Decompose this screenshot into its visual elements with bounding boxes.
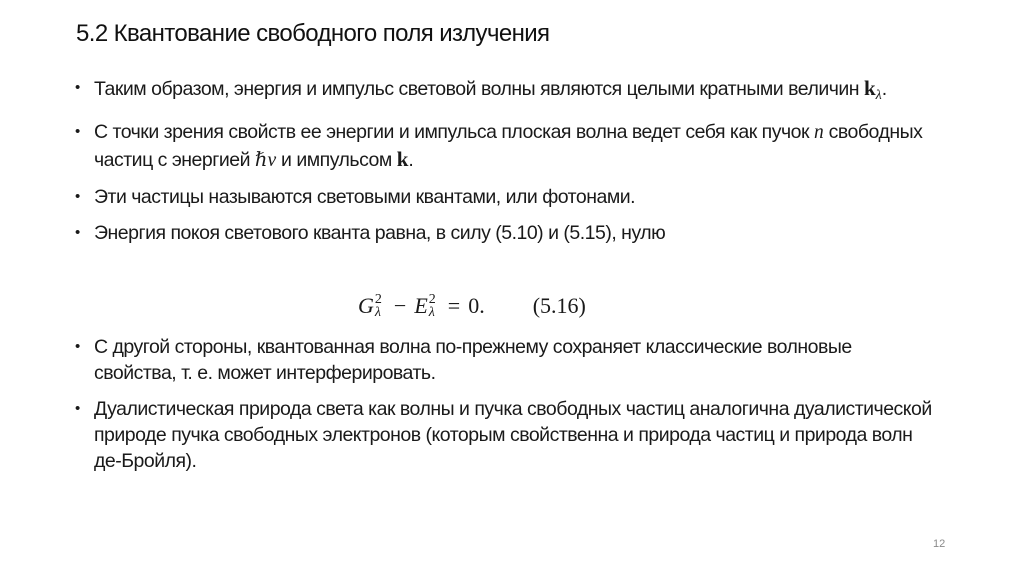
math-n: n	[813, 122, 824, 143]
bullet-item	[74, 184, 934, 210]
bullet-item	[74, 75, 934, 109]
equation-minus: −	[393, 293, 407, 318]
superscript: 2	[428, 291, 436, 307]
bullet-text-end: .	[408, 149, 414, 171]
bullet-icon: •	[75, 224, 80, 241]
bullet-list-bottom	[74, 334, 934, 484]
equation-var-g: G	[358, 293, 374, 318]
equation-var-e: E	[414, 293, 428, 318]
math-h-bar-nu: ℏν	[254, 150, 277, 171]
bullet-text: Таким образом, энергия и импульс световой волны являются целыми кратными величин	[94, 78, 864, 100]
math-subscript-lambda: λ	[875, 88, 882, 103]
bullet-icon: •	[75, 79, 80, 96]
bullet-text: свободных частиц с энергией	[94, 121, 923, 171]
math-k-vector: k	[863, 76, 876, 100]
equation-equals: =	[447, 293, 461, 318]
bullet-text: Энергия покоя светового кванта равна, в силу (5.10) и (5.15), нулю	[94, 222, 666, 244]
bullet-text: Дуалистическая природа света как волны и пучка свободных частиц аналогична дуалистической природе пучка свободных электронов (которым свойственна и природа частиц и природа волн де-Бройля).	[94, 398, 932, 472]
subscript: λ	[374, 304, 381, 320]
bullet-icon: •	[75, 400, 80, 417]
superscript: 2	[374, 291, 382, 307]
subscript: λ	[428, 304, 435, 320]
bullet-item	[74, 396, 934, 474]
bullet-text: Эти частицы называются световыми квантами, или фотонами.	[94, 186, 636, 208]
equation-rhs: 0.	[468, 293, 485, 318]
bullet-icon: •	[75, 123, 80, 140]
equation-5-16	[358, 293, 586, 321]
bullet-text-end: .	[881, 78, 887, 100]
bullet-text: С другой стороны, квантованная волна по-прежнему сохраняет классические волновые свойства, т. е. может интерферировать.	[94, 336, 852, 384]
bullet-item	[74, 220, 934, 246]
equation-supsub	[429, 293, 436, 319]
bullet-item	[74, 119, 934, 174]
bullet-text: С точки зрения свойств ее энергии и импульса плоская волна ведет себя как пучок	[94, 121, 814, 143]
bullet-item	[74, 334, 934, 386]
bullet-list-top	[74, 75, 934, 256]
equation-number: (5.16)	[532, 293, 586, 318]
bullet-text: и импульсом	[276, 149, 397, 171]
math-k-vector: k	[396, 147, 409, 171]
bullet-icon: •	[75, 338, 80, 355]
bullet-icon: •	[75, 188, 80, 205]
page-number: 12	[933, 538, 946, 550]
equation-supsub	[375, 293, 382, 319]
slide-title: 5.2 Квантование свободного поля излучения	[76, 20, 550, 47]
